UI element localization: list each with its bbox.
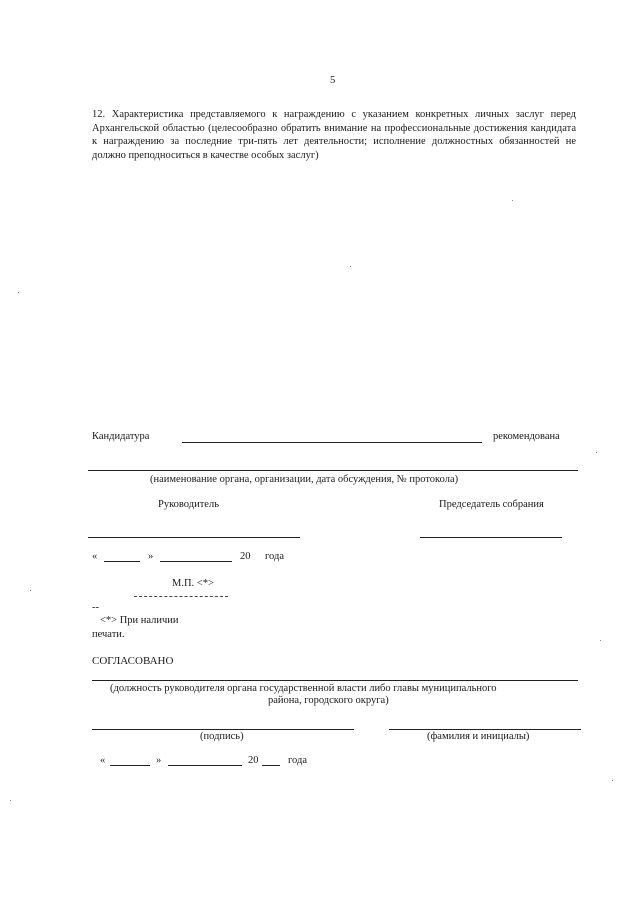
scan-speck xyxy=(10,800,11,801)
scan-speck xyxy=(612,780,613,781)
scan-speck xyxy=(596,452,597,453)
date1-day-line xyxy=(104,561,140,562)
approval-caption-line-1: (должность руководителя органа государственной власти либо главы муниципального xyxy=(110,683,497,694)
date1-close-quote: » xyxy=(148,551,154,562)
approval-heading: СОГЛАСОВАНО xyxy=(92,655,174,667)
head-signature-line xyxy=(88,537,300,538)
date1-month-line xyxy=(160,561,232,562)
organ-blank-line xyxy=(88,470,578,471)
scan-speck xyxy=(350,266,351,267)
page-number: 5 xyxy=(330,75,336,86)
candidacy-label: Кандидатура xyxy=(92,431,150,442)
organ-caption: (наименование органа, организации, дата обсуждения, № протокола) xyxy=(150,474,459,485)
name-caption: (фамилия и инициалы) xyxy=(427,731,530,742)
date2-year-prefix: 20 xyxy=(248,755,259,766)
candidacy-blank-line xyxy=(182,442,482,443)
section-12-text: 12. Характеристика представляемого к награждению с указанием конкретных личных заслуг перед Архангельской областью (целесообразно обратить внимание на профессиональные достижения кандидата к награждению за последние три-пять лет деятельности; исполнение должностных обязанностей не должно преподноситься в качестве особых заслуг) xyxy=(92,109,576,161)
date2-month-line xyxy=(168,765,242,766)
recommended-label: рекомендована xyxy=(493,431,560,442)
signature-caption: (подпись) xyxy=(200,731,244,742)
chair-label: Председатель собрания xyxy=(439,499,544,510)
stamp-label: М.П. <*> xyxy=(172,578,214,589)
approval-position-line xyxy=(92,680,578,681)
scan-speck xyxy=(512,200,513,201)
date2-day-line xyxy=(110,765,150,766)
footnote-line-1: <*> При наличии xyxy=(100,615,179,626)
scan-speck xyxy=(600,640,601,641)
chair-signature-line xyxy=(420,537,562,538)
date2-open-quote: « xyxy=(100,755,106,766)
footnote-dash: -- xyxy=(92,602,99,613)
date1-year-prefix: 20 xyxy=(240,551,251,562)
date2-close-quote: » xyxy=(156,755,162,766)
approval-caption-line-2: района, городского округа) xyxy=(268,695,389,706)
date2-year-suffix: года xyxy=(288,755,307,766)
scan-speck xyxy=(30,590,31,591)
date2-year-line xyxy=(262,765,280,766)
date1-open-quote: « xyxy=(92,551,98,562)
footnote-line-2: печати. xyxy=(92,629,125,640)
scan-speck xyxy=(18,292,19,293)
head-label: Руководитель xyxy=(158,499,219,510)
date1-year-suffix: года xyxy=(265,551,284,562)
footnote-separator xyxy=(134,596,228,597)
